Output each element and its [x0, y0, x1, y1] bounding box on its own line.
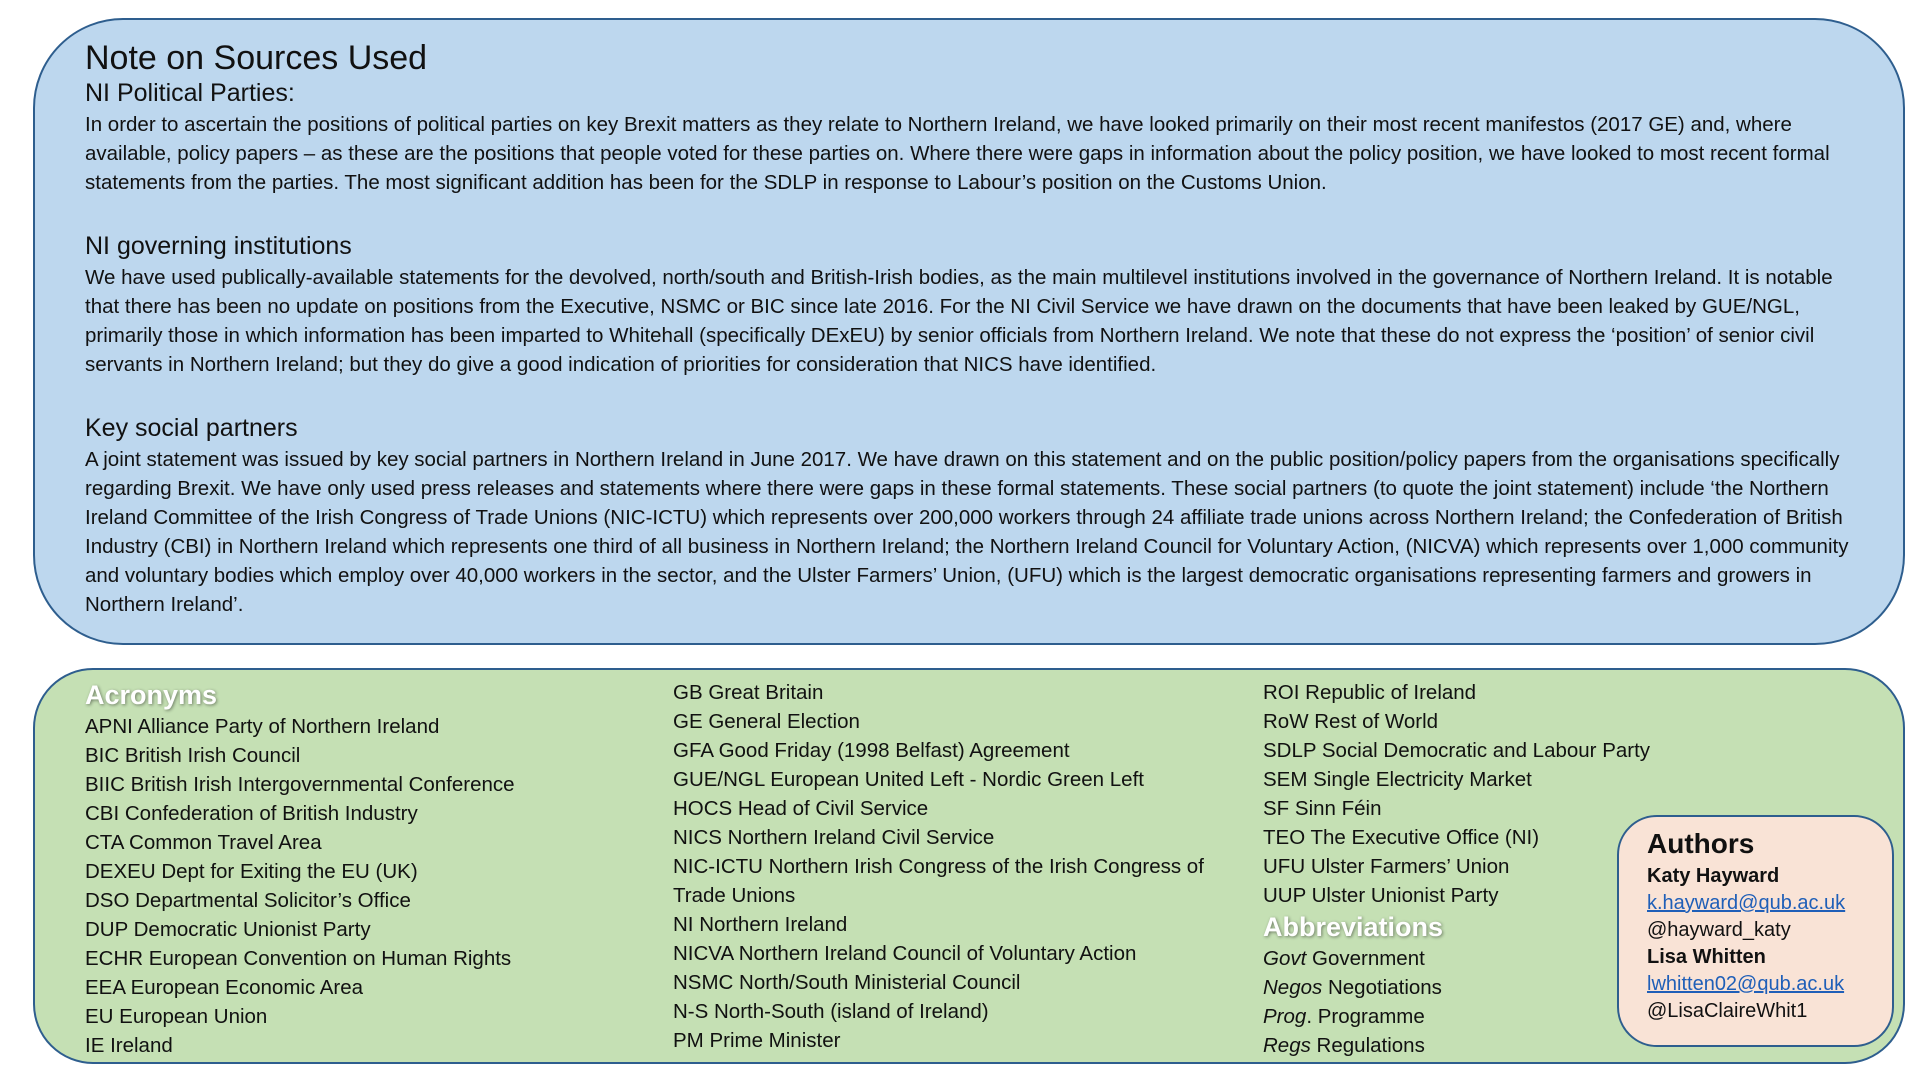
- acronym-item: ECHR European Convention on Human Rights: [85, 947, 512, 970]
- abbreviation-value: . Programme: [1306, 1005, 1425, 1028]
- acronym-item: GE General Election: [673, 710, 860, 733]
- acronym-item: SDLP Social Democratic and Labour Party: [1263, 739, 1651, 762]
- acronym-item: GB Great Britain: [673, 681, 824, 704]
- acronym-item: NI Northern Ireland: [673, 913, 848, 936]
- acronym-item: GFA Good Friday (1998 Belfast) Agreement: [673, 739, 1070, 762]
- sources-panel: [33, 18, 1905, 645]
- abbreviation-key: Prog: [1263, 1005, 1307, 1028]
- acronym-item: EU European Union: [85, 1005, 268, 1028]
- authors-title: Authors: [1647, 828, 1755, 859]
- acronym-item: ROI Republic of Ireland: [1263, 681, 1477, 704]
- acronym-item: EEA European Economic Area: [85, 976, 364, 999]
- section-heading: NI governing institutions: [85, 232, 352, 260]
- acronym-item: SEM Single Electricity Market: [1263, 768, 1532, 791]
- abbreviation-item: [1263, 1031, 1650, 1060]
- section-body: In order to ascertain the positions of political parties on key Brexit matters as they relate to Northern Ireland, we have looked primarily on their most recent manifestos (2017 GE) and, where available, policy papers – as these are the positions that people voted for these parties on. Where there were gaps in information about the policy position, we have looked to most recent formal statements from the parties. The most significant addition has been for the SDLP in response to Labour’s position on the Customs Union.: [85, 113, 1830, 194]
- acronym-item: UFU Ulster Farmers’ Union: [1263, 855, 1510, 878]
- section-body: A joint statement was issued by key social partners in Northern Ireland in June 2017. We have drawn on this statement and on the public position/policy papers from the organisations specifically regarding Brexit. We have only used press releases and statements where there were gaps in these formal statements. These social partners (to quote the joint statement) include ‘the Northern Ireland Committee of the Irish Congress of Trade Unions (NIC-ICTU) which represents over 200,000 workers through 24 affiliate trade unions across Northern Ireland; the Confederation of British Industry (CBI) in Northern Ireland which represents one third of all business in Northern Ireland; the Northern Ireland Council for Voluntary Action, (NICVA) which represents over 1,000 community and voluntary bodies which employ over 40,000 workers in the sector, and the Ulster Farmers’ Union, (UFU) which is the largest democratic organisations representing farmers and growers in Northern Ireland’.: [85, 448, 1849, 616]
- abbreviation-key: Regs: [1263, 1034, 1311, 1057]
- author-name: Katy Hayward: [1647, 865, 1780, 887]
- abbreviation-key: Govt: [1263, 947, 1307, 970]
- section-political-parties: [85, 78, 1853, 197]
- acronyms-column-1: [85, 678, 515, 1060]
- acronym-item: GUE/NGL European United Left - Nordic Green Left: [673, 768, 1144, 791]
- acronym-item: NICVA Northern Ireland Council of Voluntary Action: [673, 942, 1137, 965]
- author-handle: @hayward_katy: [1647, 919, 1791, 941]
- abbreviation-value: Regulations: [1310, 1034, 1425, 1057]
- section-heading: Key social partners: [85, 414, 298, 442]
- section-social-partners: [85, 413, 1853, 619]
- acronym-item: RoW Rest of World: [1263, 710, 1439, 733]
- abbreviation-item: [1263, 1002, 1650, 1031]
- acronym-item: CBI Confederation of British Industry: [85, 802, 418, 825]
- author-handle: @LisaClaireWhit1: [1647, 1000, 1808, 1022]
- acronym-item: NSMC North/South Ministerial Council: [673, 971, 1021, 994]
- acronyms-column-2: [673, 678, 1253, 1055]
- abbreviation-item: [1263, 973, 1650, 1002]
- acronyms-column-3: [1263, 678, 1650, 1060]
- acronym-item: UUP Ulster Unionist Party: [1263, 884, 1499, 907]
- sources-title: Note on Sources Used: [85, 39, 428, 77]
- acronym-item: BIC British Irish Council: [85, 744, 301, 767]
- acronym-item: PM Prime Minister: [673, 1029, 841, 1052]
- authors-box: [1617, 815, 1894, 1047]
- acronym-item: BIIC British Irish Intergovernmental Conference: [85, 773, 515, 796]
- section-governing-institutions: [85, 231, 1853, 379]
- author-email-link[interactable]: lwhitten02@qub.ac.uk: [1647, 973, 1845, 995]
- acronym-item: CTA Common Travel Area: [85, 831, 322, 854]
- acronym-item: HOCS Head of Civil Service: [673, 797, 929, 820]
- acronym-item: DSO Departmental Solicitor’s Office: [85, 889, 411, 912]
- acronym-item: IE Ireland: [85, 1034, 173, 1057]
- acronyms-heading: Acronyms: [85, 680, 218, 710]
- abbreviation-item: [1263, 944, 1650, 973]
- acronym-item: APNI Alliance Party of Northern Ireland: [85, 715, 440, 738]
- section-body: We have used publically-available statements for the devolved, north/south and British-Irish bodies, as the main multilevel institutions involved in the governance of Northern Ireland. It is notable that there has been no update on positions from the Executive, NSMC or BIC since late 2016. For the NI Civil Service we have drawn on the documents that have been leaked by GUE/NGL, primarily those in which information has been imparted to Whitehall (specifically DExEU) by senior officials from Northern Ireland. We note that these do not express the ‘position’ of senior civil servants in Northern Ireland; but they do give a good indication of priorities for consideration that NICS have identified.: [85, 266, 1833, 376]
- section-heading: NI Political Parties:: [85, 79, 295, 107]
- author-email-link[interactable]: k.hayward@qub.ac.uk: [1647, 892, 1846, 914]
- acronym-item: DEXEU Dept for Exiting the EU (UK): [85, 860, 418, 883]
- acronym-item: NIC-ICTU Northern Irish Congress of the Irish Congress of Trade Unions: [673, 855, 1204, 907]
- abbreviations-heading: Abbreviations: [1263, 912, 1444, 942]
- author-name: Lisa Whitten: [1647, 946, 1766, 968]
- acronym-item: NICS Northern Ireland Civil Service: [673, 826, 995, 849]
- abbreviation-value: Government: [1306, 947, 1425, 970]
- abbreviation-key: Negos: [1263, 976, 1323, 999]
- acronym-item: TEO The Executive Office (NI): [1263, 826, 1540, 849]
- abbreviation-value: Negotiations: [1322, 976, 1442, 999]
- acronym-item: N-S North-South (island of Ireland): [673, 1000, 989, 1023]
- acronym-item: SF Sinn Féin: [1263, 797, 1382, 820]
- acronym-item: DUP Democratic Unionist Party: [85, 918, 371, 941]
